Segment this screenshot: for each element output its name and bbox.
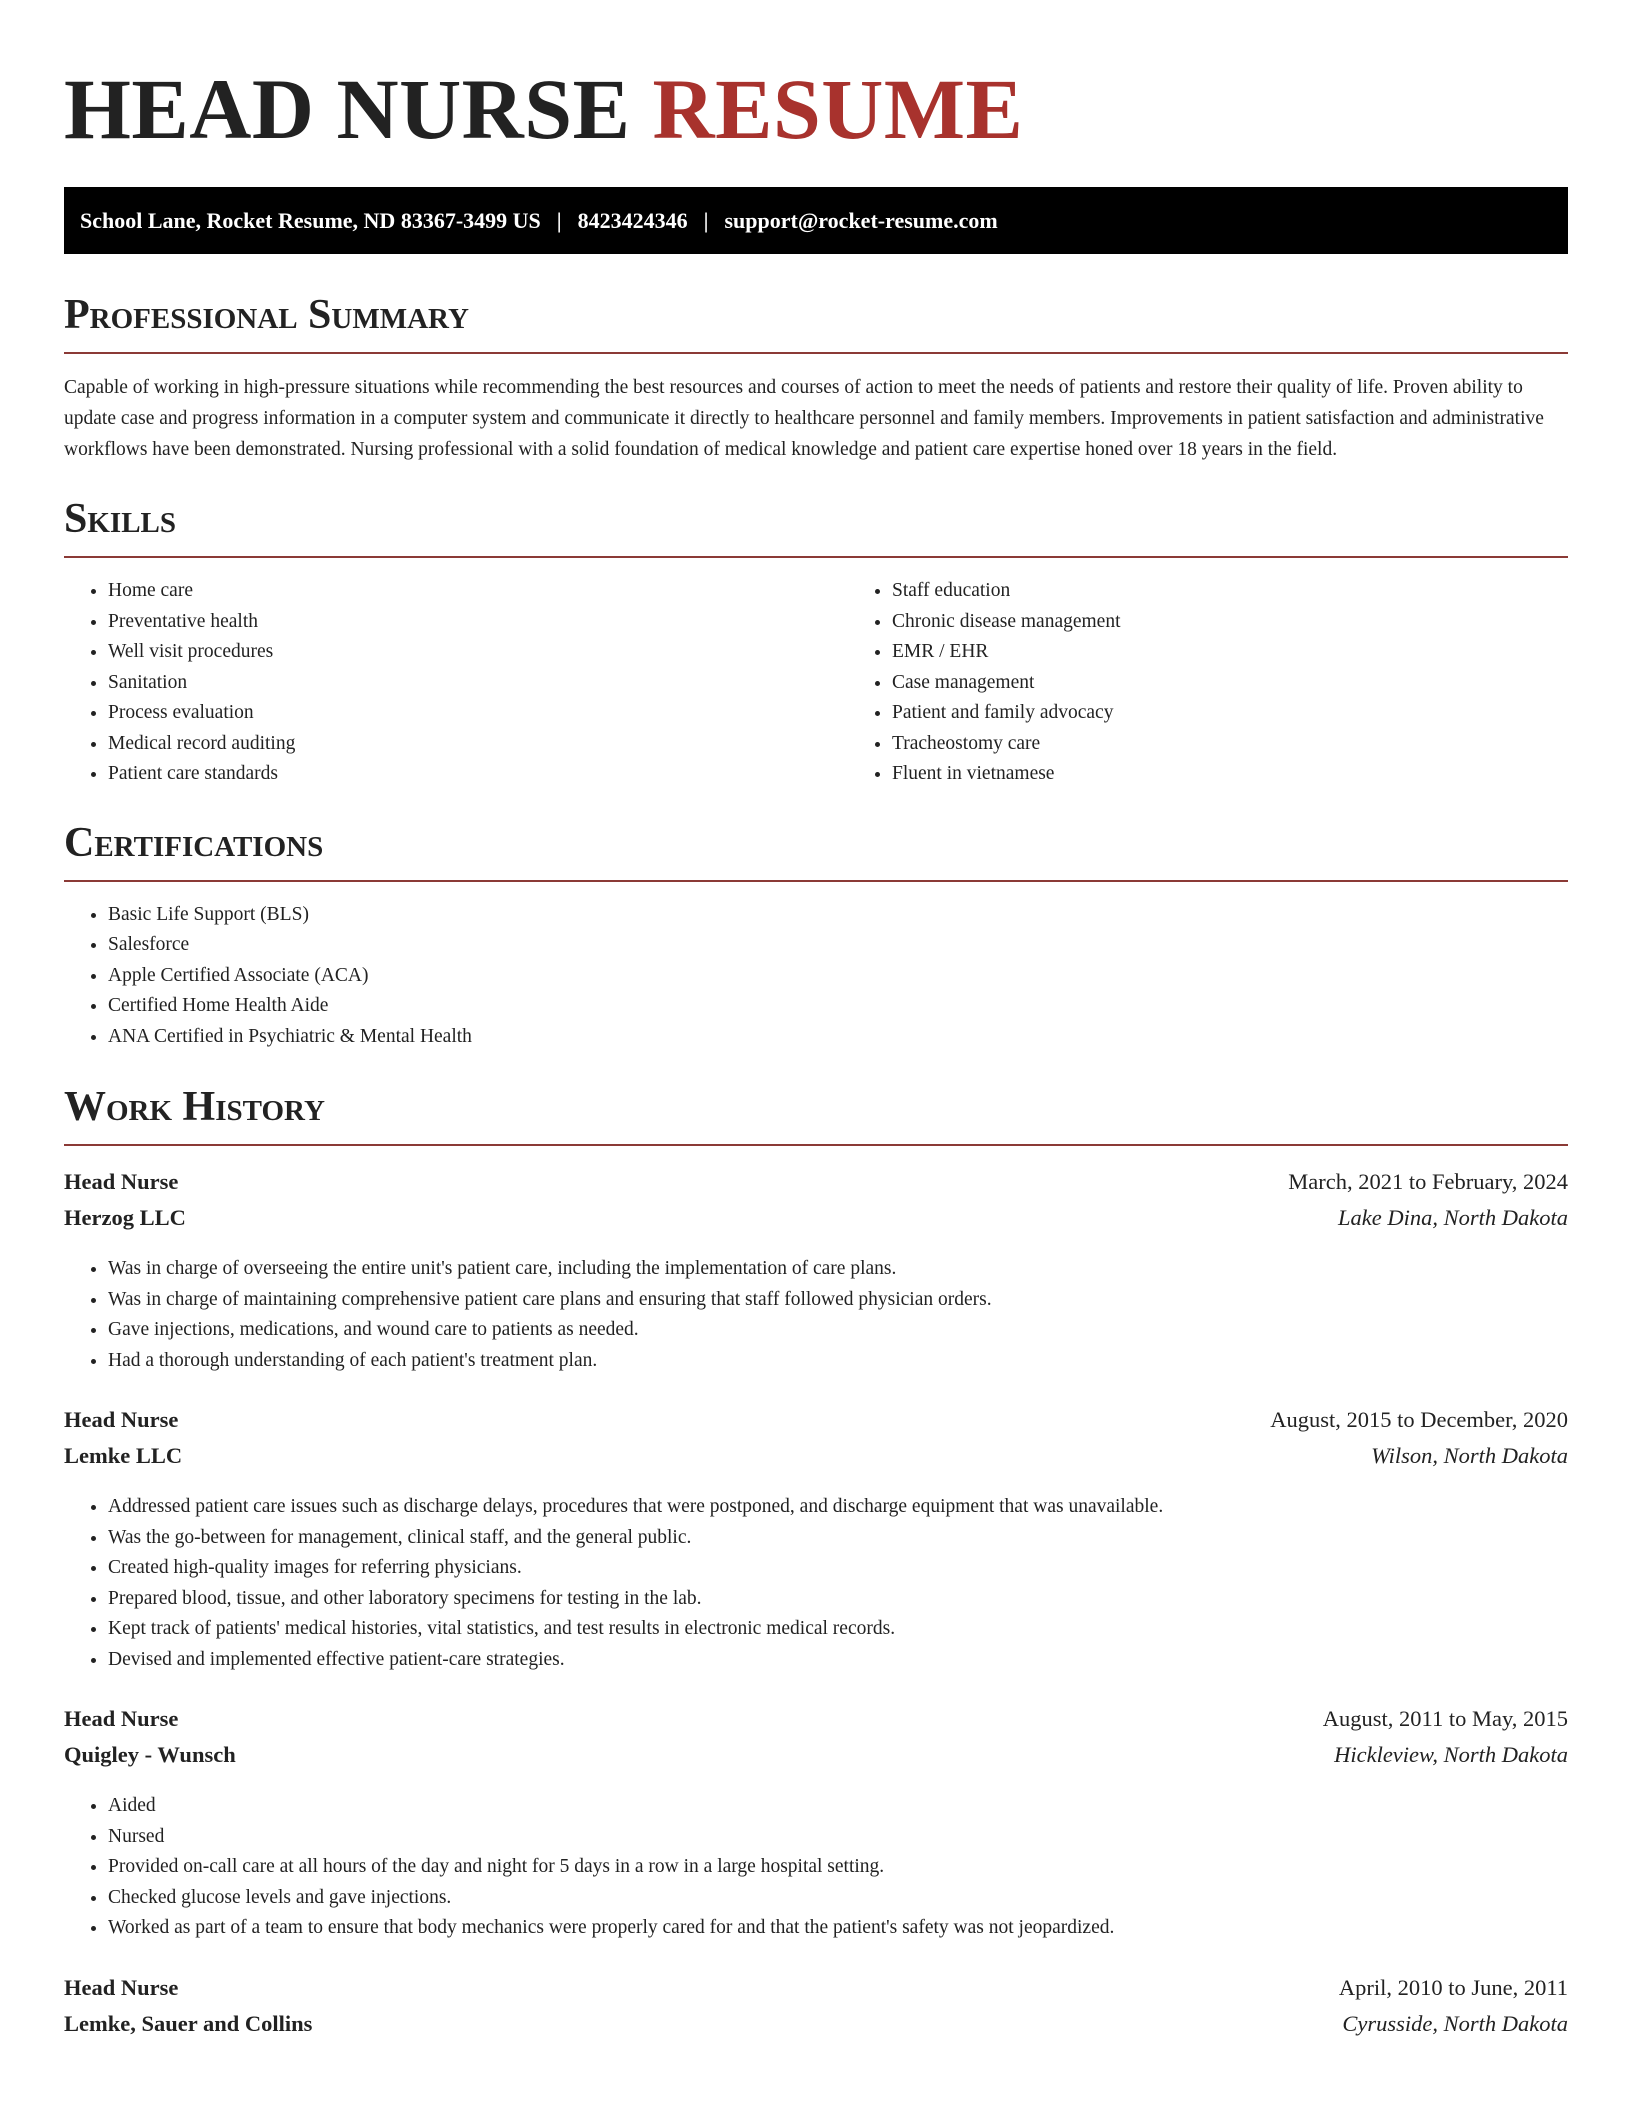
job-company-row bbox=[64, 2006, 1568, 2042]
title-resume-word: RESUME bbox=[652, 61, 1024, 157]
certification-item: • ANA Certified in Psychiatric & Mental Health bbox=[108, 1022, 1568, 1053]
skills-section bbox=[64, 498, 1568, 790]
skill-item: • Preventative health bbox=[108, 607, 848, 638]
job-duty-item: • Was in charge of overseeing the entire unit's patient care, including the implementation of care plans. bbox=[108, 1254, 1568, 1285]
job-location: Lake Dina, North Dakota bbox=[1338, 1205, 1568, 1230]
skill-item: • Medical record auditing bbox=[108, 729, 848, 760]
job-entry bbox=[64, 1164, 1568, 1376]
job-location: Cyrusside, North Dakota bbox=[1342, 2010, 1568, 2036]
job-duty-item: • Addressed patient care issues such as discharge delays, procedures that were postponed, and discharge equipment that was unavailable. bbox=[108, 1492, 1568, 1523]
skill-item: • Patient care standards bbox=[108, 759, 848, 790]
job-title-row bbox=[64, 1701, 1568, 1737]
job-title-row bbox=[64, 1402, 1568, 1438]
job-duty-item: • Gave injections, medications, and wound care to patients as needed. bbox=[108, 1315, 1568, 1346]
contact-separator: | bbox=[703, 207, 709, 233]
skill-item: • Process evaluation bbox=[108, 698, 848, 729]
skills-list-left bbox=[64, 576, 848, 790]
job-entry bbox=[64, 1701, 1568, 1944]
job-entry bbox=[64, 1970, 1568, 2042]
job-company: Herzog LLC bbox=[64, 1205, 186, 1230]
job-duty-item: • Devised and implemented effective patient-care strategies. bbox=[108, 1645, 1568, 1676]
job-duty-item: • Kept track of patients' medical histories, vital statistics, and test results in electronic medical records. bbox=[108, 1614, 1568, 1645]
job-title: Head Nurse bbox=[64, 1407, 179, 1432]
skill-item: • Tracheostomy care bbox=[892, 729, 1568, 760]
job-duty-item: • Nursed bbox=[108, 1822, 1568, 1853]
job-location: Hickleview, North Dakota bbox=[1334, 1742, 1568, 1767]
job-duty-item: • Was the go-between for management, clinical staff, and the general public. bbox=[108, 1523, 1568, 1554]
certification-item: • Salesforce bbox=[108, 930, 1568, 961]
job-duty-item: • Worked as part of a team to ensure that body mechanics were properly cared for and that the patient's safety was not jeopardized. bbox=[108, 1913, 1568, 1944]
skill-item: • EMR / EHR bbox=[892, 637, 1568, 668]
job-duty-item: • Checked glucose levels and gave injections. bbox=[108, 1883, 1568, 1914]
job-duty-item: • Prepared blood, tissue, and other laboratory specimens for testing in the lab. bbox=[108, 1584, 1568, 1615]
job-duties-list bbox=[64, 1254, 1568, 1376]
certification-item: • Apple Certified Associate (ACA) bbox=[108, 961, 1568, 992]
job-duty-item: • Provided on-call care at all hours of the day and night for 5 days in a row in a large hospital setting. bbox=[108, 1852, 1568, 1883]
skill-item: • Home care bbox=[108, 576, 848, 607]
job-duty-item: • Created high-quality images for referring physicians. bbox=[108, 1553, 1568, 1584]
certification-item: • Certified Home Health Aide bbox=[108, 991, 1568, 1022]
job-title: Head Nurse bbox=[64, 1169, 179, 1194]
job-dates: March, 2021 to February, 2024 bbox=[1288, 1169, 1568, 1194]
skill-item: • Chronic disease management bbox=[892, 607, 1568, 638]
section-heading-work-history: Work History bbox=[64, 1084, 325, 1130]
skills-columns bbox=[64, 576, 1568, 790]
job-entry bbox=[64, 1402, 1568, 1675]
job-company: Lemke, Sauer and Collins bbox=[64, 2010, 313, 2036]
job-company: Lemke LLC bbox=[64, 1443, 183, 1468]
section-heading-summary: Professional Summary bbox=[64, 292, 469, 338]
certifications-section bbox=[64, 819, 1568, 1053]
contact-separator: | bbox=[556, 207, 562, 233]
section-divider bbox=[64, 352, 1568, 354]
contact-email: support@rocket-resume.com bbox=[724, 207, 998, 233]
skill-item: • Staff education bbox=[892, 576, 1568, 607]
job-location: Wilson, North Dakota bbox=[1371, 1443, 1568, 1468]
job-title: Head Nurse bbox=[64, 1974, 179, 2000]
section-divider bbox=[64, 1144, 1568, 1146]
section-heading-certifications: Certifications bbox=[64, 819, 324, 866]
work-history-section bbox=[64, 1086, 1568, 2042]
job-dates: April, 2010 to June, 2011 bbox=[1338, 1974, 1568, 2000]
summary-text: Capable of working in high-pressure situations while recommending the best resources and courses of action to meet the needs of patients and restore their quality of life. Proven ability to update case and progress information in a computer system and communicate it directly to healthcare personnel and family members. Improvements in patient satisfaction and administrative workflows have been demonstrated. Nursing professional with a solid foundation of medical knowledge and patient care expertise honed over 18 years in the field. bbox=[64, 377, 1544, 460]
job-duty-item: • Aided bbox=[108, 1791, 1568, 1822]
certifications-list bbox=[64, 900, 1568, 1053]
section-divider bbox=[64, 880, 1568, 882]
job-duties-list bbox=[64, 1492, 1568, 1675]
job-company-row bbox=[64, 1737, 1568, 1773]
contact-phone: 8423424346 bbox=[577, 207, 688, 233]
skill-item: • Fluent in vietnamese bbox=[892, 759, 1568, 790]
job-dates: August, 2015 to December, 2020 bbox=[1270, 1407, 1568, 1432]
skill-item: • Well visit procedures bbox=[108, 637, 848, 668]
job-duty-item: • Had a thorough understanding of each patient's treatment plan. bbox=[108, 1346, 1568, 1377]
job-title-row bbox=[64, 1970, 1568, 2006]
job-company: Quigley - Wunsch bbox=[64, 1742, 236, 1767]
job-duty-item: • Was in charge of maintaining comprehensive patient care plans and ensuring that staff followed physician orders. bbox=[108, 1285, 1568, 1316]
contact-address: School Lane, Rocket Resume, ND 83367-3499 US bbox=[80, 207, 541, 233]
section-heading-skills: Skills bbox=[64, 496, 177, 542]
contact-bar bbox=[64, 187, 1568, 254]
skills-list-right bbox=[848, 576, 1568, 790]
certification-item: • Basic Life Support (BLS) bbox=[108, 900, 1568, 931]
skill-item: • Patient and family advocacy bbox=[892, 698, 1568, 729]
job-dates: August, 2011 to May, 2015 bbox=[1322, 1706, 1568, 1731]
resume-title bbox=[64, 61, 1568, 157]
job-duties-list bbox=[64, 1791, 1568, 1944]
title-role: HEAD NURSE bbox=[64, 61, 631, 157]
skill-item: • Sanitation bbox=[108, 668, 848, 699]
skill-item: • Case management bbox=[892, 668, 1568, 699]
job-company-row bbox=[64, 1438, 1568, 1474]
job-title-row bbox=[64, 1164, 1568, 1200]
professional-summary-section bbox=[64, 294, 1568, 465]
job-company-row bbox=[64, 1200, 1568, 1236]
section-divider bbox=[64, 556, 1568, 558]
job-title: Head Nurse bbox=[64, 1706, 179, 1731]
